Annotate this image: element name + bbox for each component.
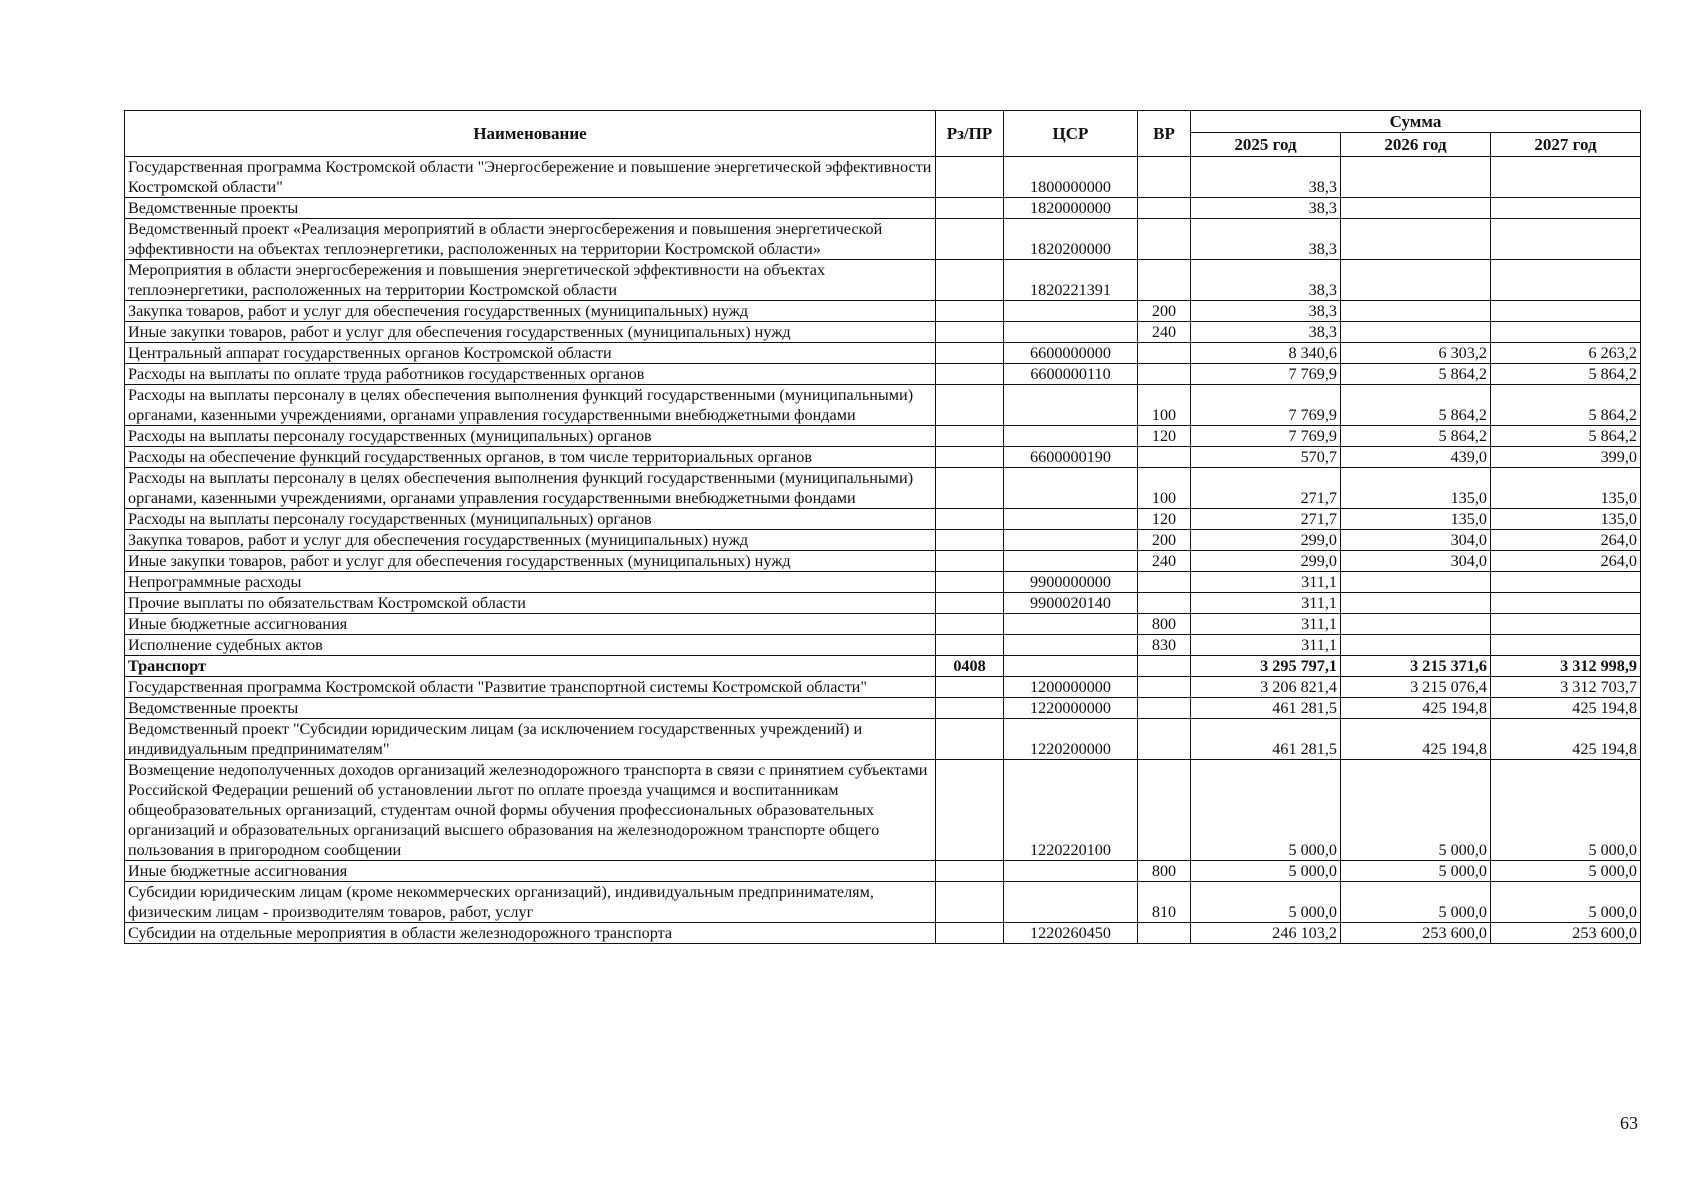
header-vr: ВР xyxy=(1138,111,1191,157)
cell-csr: 1800000000 xyxy=(1004,157,1138,198)
cell-csr xyxy=(1004,468,1138,509)
header-csr: ЦСР xyxy=(1004,111,1138,157)
table-row xyxy=(125,719,1641,760)
cell-2025: 7 769,9 xyxy=(1191,385,1341,426)
cell-csr: 1200000000 xyxy=(1004,677,1138,698)
table-row xyxy=(125,447,1641,468)
cell-2027 xyxy=(1491,593,1641,614)
cell-name: Расходы на выплаты персоналу в целях обеспечения выполнения функций государственными (муниципальными) органами, казенными учреждениями, органами управления государственными внебюджетными фондами xyxy=(125,385,936,426)
cell-vr: 200 xyxy=(1138,301,1191,322)
cell-csr: 9900000000 xyxy=(1004,572,1138,593)
cell-rzpr xyxy=(936,198,1004,219)
cell-2025: 271,7 xyxy=(1191,468,1341,509)
cell-2025: 461 281,5 xyxy=(1191,719,1341,760)
table-row xyxy=(125,468,1641,509)
table-row xyxy=(125,656,1641,677)
cell-rzpr xyxy=(936,719,1004,760)
cell-rzpr xyxy=(936,426,1004,447)
cell-rzpr xyxy=(936,614,1004,635)
cell-csr: 1220000000 xyxy=(1004,698,1138,719)
cell-csr: 1220260450 xyxy=(1004,923,1138,944)
cell-rzpr xyxy=(936,551,1004,572)
cell-2025: 3 206 821,4 xyxy=(1191,677,1341,698)
cell-2025: 38,3 xyxy=(1191,322,1341,343)
cell-2026 xyxy=(1341,322,1491,343)
header-row-top xyxy=(125,111,1641,133)
table-row xyxy=(125,219,1641,260)
cell-vr xyxy=(1138,364,1191,385)
table-row xyxy=(125,572,1641,593)
cell-2025: 38,3 xyxy=(1191,301,1341,322)
cell-vr xyxy=(1138,677,1191,698)
cell-2026 xyxy=(1341,572,1491,593)
cell-2025: 311,1 xyxy=(1191,635,1341,656)
cell-2026: 5 000,0 xyxy=(1341,760,1491,861)
cell-2027: 5 000,0 xyxy=(1491,760,1641,861)
cell-csr xyxy=(1004,509,1138,530)
cell-csr: 1820000000 xyxy=(1004,198,1138,219)
cell-csr: 6600000000 xyxy=(1004,343,1138,364)
cell-vr: 240 xyxy=(1138,551,1191,572)
cell-2025: 38,3 xyxy=(1191,157,1341,198)
cell-name: Непрограммные расходы xyxy=(125,572,936,593)
header-year-2025: 2025 год xyxy=(1191,133,1341,157)
cell-csr xyxy=(1004,322,1138,343)
cell-2026: 5 000,0 xyxy=(1341,861,1491,882)
cell-csr xyxy=(1004,861,1138,882)
cell-name: Иные закупки товаров, работ и услуг для обеспечения государственных (муниципальных) нужд xyxy=(125,551,936,572)
table-row xyxy=(125,677,1641,698)
cell-2025: 311,1 xyxy=(1191,593,1341,614)
budget-table xyxy=(124,110,1641,944)
table-row xyxy=(125,593,1641,614)
cell-name: Прочие выплаты по обязательствам Костромской области xyxy=(125,593,936,614)
table-row xyxy=(125,509,1641,530)
cell-name: Ведомственные проекты xyxy=(125,198,936,219)
cell-2026: 5 000,0 xyxy=(1341,882,1491,923)
cell-2025: 3 295 797,1 xyxy=(1191,656,1341,677)
table-row xyxy=(125,198,1641,219)
cell-name: Закупка товаров, работ и услуг для обеспечения государственных (муниципальных) нужд xyxy=(125,530,936,551)
cell-2026: 439,0 xyxy=(1341,447,1491,468)
cell-vr: 100 xyxy=(1138,385,1191,426)
cell-rzpr xyxy=(936,698,1004,719)
table-row xyxy=(125,760,1641,861)
cell-2027: 135,0 xyxy=(1491,509,1641,530)
cell-2027 xyxy=(1491,322,1641,343)
cell-2027 xyxy=(1491,157,1641,198)
cell-2027: 425 194,8 xyxy=(1491,698,1641,719)
cell-vr xyxy=(1138,698,1191,719)
cell-csr xyxy=(1004,301,1138,322)
cell-2027 xyxy=(1491,572,1641,593)
cell-2026: 3 215 371,6 xyxy=(1341,656,1491,677)
cell-csr: 6600000110 xyxy=(1004,364,1138,385)
cell-2025: 38,3 xyxy=(1191,260,1341,301)
cell-vr xyxy=(1138,572,1191,593)
cell-vr: 800 xyxy=(1138,861,1191,882)
cell-2025: 5 000,0 xyxy=(1191,760,1341,861)
header-rzpr: Рз/ПР xyxy=(936,111,1004,157)
cell-rzpr xyxy=(936,364,1004,385)
table-row xyxy=(125,260,1641,301)
table-row xyxy=(125,343,1641,364)
cell-2027 xyxy=(1491,614,1641,635)
cell-vr xyxy=(1138,157,1191,198)
header-year-2027: 2027 год xyxy=(1491,133,1641,157)
cell-2027: 3 312 998,9 xyxy=(1491,656,1641,677)
cell-csr: 1220200000 xyxy=(1004,719,1138,760)
cell-2026: 425 194,8 xyxy=(1341,719,1491,760)
cell-vr xyxy=(1138,260,1191,301)
cell-vr: 830 xyxy=(1138,635,1191,656)
cell-name: Субсидии юридическим лицам (кроме некоммерческих организаций), индивидуальным предпринимателям, физическим лицам - производителям товаров, работ, услуг xyxy=(125,882,936,923)
cell-2026: 3 215 076,4 xyxy=(1341,677,1491,698)
cell-vr xyxy=(1138,343,1191,364)
cell-2027 xyxy=(1491,260,1641,301)
cell-vr: 100 xyxy=(1138,468,1191,509)
cell-rzpr xyxy=(936,509,1004,530)
table-row xyxy=(125,157,1641,198)
cell-2027: 6 263,2 xyxy=(1491,343,1641,364)
cell-vr xyxy=(1138,656,1191,677)
cell-vr: 240 xyxy=(1138,322,1191,343)
header-year-2026: 2026 год xyxy=(1341,133,1491,157)
cell-rzpr xyxy=(936,385,1004,426)
cell-rzpr xyxy=(936,219,1004,260)
cell-2027: 399,0 xyxy=(1491,447,1641,468)
cell-name: Иные закупки товаров, работ и услуг для обеспечения государственных (муниципальных) нужд xyxy=(125,322,936,343)
cell-rzpr xyxy=(936,923,1004,944)
cell-2027: 264,0 xyxy=(1491,530,1641,551)
cell-2027 xyxy=(1491,219,1641,260)
cell-vr: 810 xyxy=(1138,882,1191,923)
cell-name: Транспорт xyxy=(125,656,936,677)
cell-name: Расходы на выплаты персоналу в целях обеспечения выполнения функций государственными (муниципальными) органами, казенными учреждениями, органами управления государственными внебюджетными фондами xyxy=(125,468,936,509)
cell-vr xyxy=(1138,719,1191,760)
cell-csr xyxy=(1004,656,1138,677)
cell-rzpr xyxy=(936,157,1004,198)
cell-2026 xyxy=(1341,260,1491,301)
cell-2027: 5 864,2 xyxy=(1491,385,1641,426)
cell-rzpr xyxy=(936,593,1004,614)
cell-2025: 8 340,6 xyxy=(1191,343,1341,364)
cell-2026 xyxy=(1341,157,1491,198)
cell-2025: 38,3 xyxy=(1191,219,1341,260)
cell-2025: 38,3 xyxy=(1191,198,1341,219)
cell-vr: 120 xyxy=(1138,426,1191,447)
cell-vr xyxy=(1138,219,1191,260)
cell-name: Расходы на выплаты персоналу государственных (муниципальных) органов xyxy=(125,426,936,447)
cell-name: Расходы на выплаты по оплате труда работников государственных органов xyxy=(125,364,936,385)
cell-vr: 800 xyxy=(1138,614,1191,635)
cell-csr xyxy=(1004,614,1138,635)
cell-2027: 5 864,2 xyxy=(1491,426,1641,447)
cell-csr xyxy=(1004,530,1138,551)
cell-2027: 425 194,8 xyxy=(1491,719,1641,760)
table-row xyxy=(125,614,1641,635)
cell-2025: 570,7 xyxy=(1191,447,1341,468)
table-row xyxy=(125,426,1641,447)
cell-2025: 246 103,2 xyxy=(1191,923,1341,944)
cell-2026: 5 864,2 xyxy=(1341,364,1491,385)
cell-csr: 6600000190 xyxy=(1004,447,1138,468)
cell-csr xyxy=(1004,551,1138,572)
table-row xyxy=(125,635,1641,656)
cell-csr: 1220220100 xyxy=(1004,760,1138,861)
table-row xyxy=(125,385,1641,426)
cell-2025: 299,0 xyxy=(1191,551,1341,572)
cell-2026 xyxy=(1341,219,1491,260)
cell-2025: 7 769,9 xyxy=(1191,364,1341,385)
cell-2027: 264,0 xyxy=(1491,551,1641,572)
cell-name: Ведомственные проекты xyxy=(125,698,936,719)
cell-name: Ведомственный проект "Субсидии юридическим лицам (за исключением государственных учреждений) и индивидуальным предпринимателям" xyxy=(125,719,936,760)
cell-2026 xyxy=(1341,198,1491,219)
cell-vr: 120 xyxy=(1138,509,1191,530)
cell-csr xyxy=(1004,635,1138,656)
cell-2026: 425 194,8 xyxy=(1341,698,1491,719)
cell-name: Мероприятия в области энергосбережения и повышения энергетической эффективности на объектах теплоэнергетики, расположенных на территории Костромской области xyxy=(125,260,936,301)
cell-name: Исполнение судебных актов xyxy=(125,635,936,656)
cell-2027: 3 312 703,7 xyxy=(1491,677,1641,698)
cell-csr: 1820200000 xyxy=(1004,219,1138,260)
cell-csr xyxy=(1004,426,1138,447)
cell-2027: 5 864,2 xyxy=(1491,364,1641,385)
cell-name: Субсидии на отдельные мероприятия в области железнодорожного транспорта xyxy=(125,923,936,944)
cell-2026: 5 864,2 xyxy=(1341,426,1491,447)
cell-vr xyxy=(1138,593,1191,614)
cell-2026: 304,0 xyxy=(1341,551,1491,572)
cell-2025: 311,1 xyxy=(1191,572,1341,593)
table-row xyxy=(125,923,1641,944)
cell-name: Расходы на обеспечение функций государственных органов, в том числе территориальных органов xyxy=(125,447,936,468)
cell-2026 xyxy=(1341,301,1491,322)
cell-vr xyxy=(1138,198,1191,219)
cell-name: Ведомственный проект «Реализация мероприятий в области энергосбережения и повышения энергетической эффективности на объектах теплоэнергетики, расположенных на территории Костромской области» xyxy=(125,219,936,260)
cell-2026: 253 600,0 xyxy=(1341,923,1491,944)
cell-2027: 253 600,0 xyxy=(1491,923,1641,944)
table-body xyxy=(125,157,1641,944)
cell-2026: 304,0 xyxy=(1341,530,1491,551)
table-row xyxy=(125,364,1641,385)
cell-rzpr xyxy=(936,861,1004,882)
cell-name: Центральный аппарат государственных органов Костромской области xyxy=(125,343,936,364)
cell-2026: 5 864,2 xyxy=(1341,385,1491,426)
cell-rzpr xyxy=(936,447,1004,468)
cell-2026 xyxy=(1341,635,1491,656)
cell-rzpr xyxy=(936,530,1004,551)
cell-rzpr xyxy=(936,260,1004,301)
cell-rzpr xyxy=(936,677,1004,698)
cell-2025: 271,7 xyxy=(1191,509,1341,530)
cell-2027 xyxy=(1491,635,1641,656)
cell-name: Закупка товаров, работ и услуг для обеспечения государственных (муниципальных) нужд xyxy=(125,301,936,322)
cell-2027: 5 000,0 xyxy=(1491,882,1641,923)
cell-2025: 461 281,5 xyxy=(1191,698,1341,719)
cell-rzpr xyxy=(936,468,1004,509)
cell-rzpr xyxy=(936,301,1004,322)
cell-2027 xyxy=(1491,301,1641,322)
cell-2027: 135,0 xyxy=(1491,468,1641,509)
cell-rzpr xyxy=(936,343,1004,364)
cell-2026: 135,0 xyxy=(1341,468,1491,509)
table-row xyxy=(125,882,1641,923)
cell-rzpr xyxy=(936,322,1004,343)
table-row xyxy=(125,301,1641,322)
cell-csr: 9900020140 xyxy=(1004,593,1138,614)
cell-csr xyxy=(1004,385,1138,426)
cell-vr xyxy=(1138,447,1191,468)
cell-2026 xyxy=(1341,593,1491,614)
table-row xyxy=(125,861,1641,882)
cell-2025: 299,0 xyxy=(1191,530,1341,551)
cell-name: Возмещение недополученных доходов организаций железнодорожного транспорта в связи с принятием субъектами Российской Федерации решений об установлении льгот по оплате проезда учащимся и воспитанникам общеобразовательных организаций, студентам очной формы обучения профессиональных образовательных организаций и образовательных организаций высшего образования на железнодорожном транспорте общего пользования в пригородном сообщении xyxy=(125,760,936,861)
table-row xyxy=(125,698,1641,719)
cell-2025: 5 000,0 xyxy=(1191,861,1341,882)
cell-name: Расходы на выплаты персоналу государственных (муниципальных) органов xyxy=(125,509,936,530)
cell-2025: 5 000,0 xyxy=(1191,882,1341,923)
cell-name: Иные бюджетные ассигнования xyxy=(125,614,936,635)
cell-name: Государственная программа Костромской области "Энергосбережение и повышение энергетической эффективности Костромской области" xyxy=(125,157,936,198)
cell-name: Государственная программа Костромской области "Развитие транспортной системы Костромской области" xyxy=(125,677,936,698)
table-row xyxy=(125,322,1641,343)
cell-2026 xyxy=(1341,614,1491,635)
cell-2026: 135,0 xyxy=(1341,509,1491,530)
cell-2027: 5 000,0 xyxy=(1491,861,1641,882)
cell-name: Иные бюджетные ассигнования xyxy=(125,861,936,882)
header-sum: Сумма xyxy=(1191,111,1641,133)
cell-vr xyxy=(1138,760,1191,861)
cell-csr: 1820221391 xyxy=(1004,260,1138,301)
header-name: Наименование xyxy=(125,111,936,157)
cell-2026: 6 303,2 xyxy=(1341,343,1491,364)
cell-rzpr xyxy=(936,882,1004,923)
cell-csr xyxy=(1004,882,1138,923)
cell-2025: 311,1 xyxy=(1191,614,1341,635)
cell-rzpr xyxy=(936,635,1004,656)
cell-rzpr: 0408 xyxy=(936,656,1004,677)
cell-rzpr xyxy=(936,760,1004,861)
cell-2025: 7 769,9 xyxy=(1191,426,1341,447)
page-number: 63 xyxy=(1620,1113,1638,1133)
table-row xyxy=(125,530,1641,551)
cell-vr: 200 xyxy=(1138,530,1191,551)
cell-rzpr xyxy=(936,572,1004,593)
cell-vr xyxy=(1138,923,1191,944)
cell-2027 xyxy=(1491,198,1641,219)
table-row xyxy=(125,551,1641,572)
